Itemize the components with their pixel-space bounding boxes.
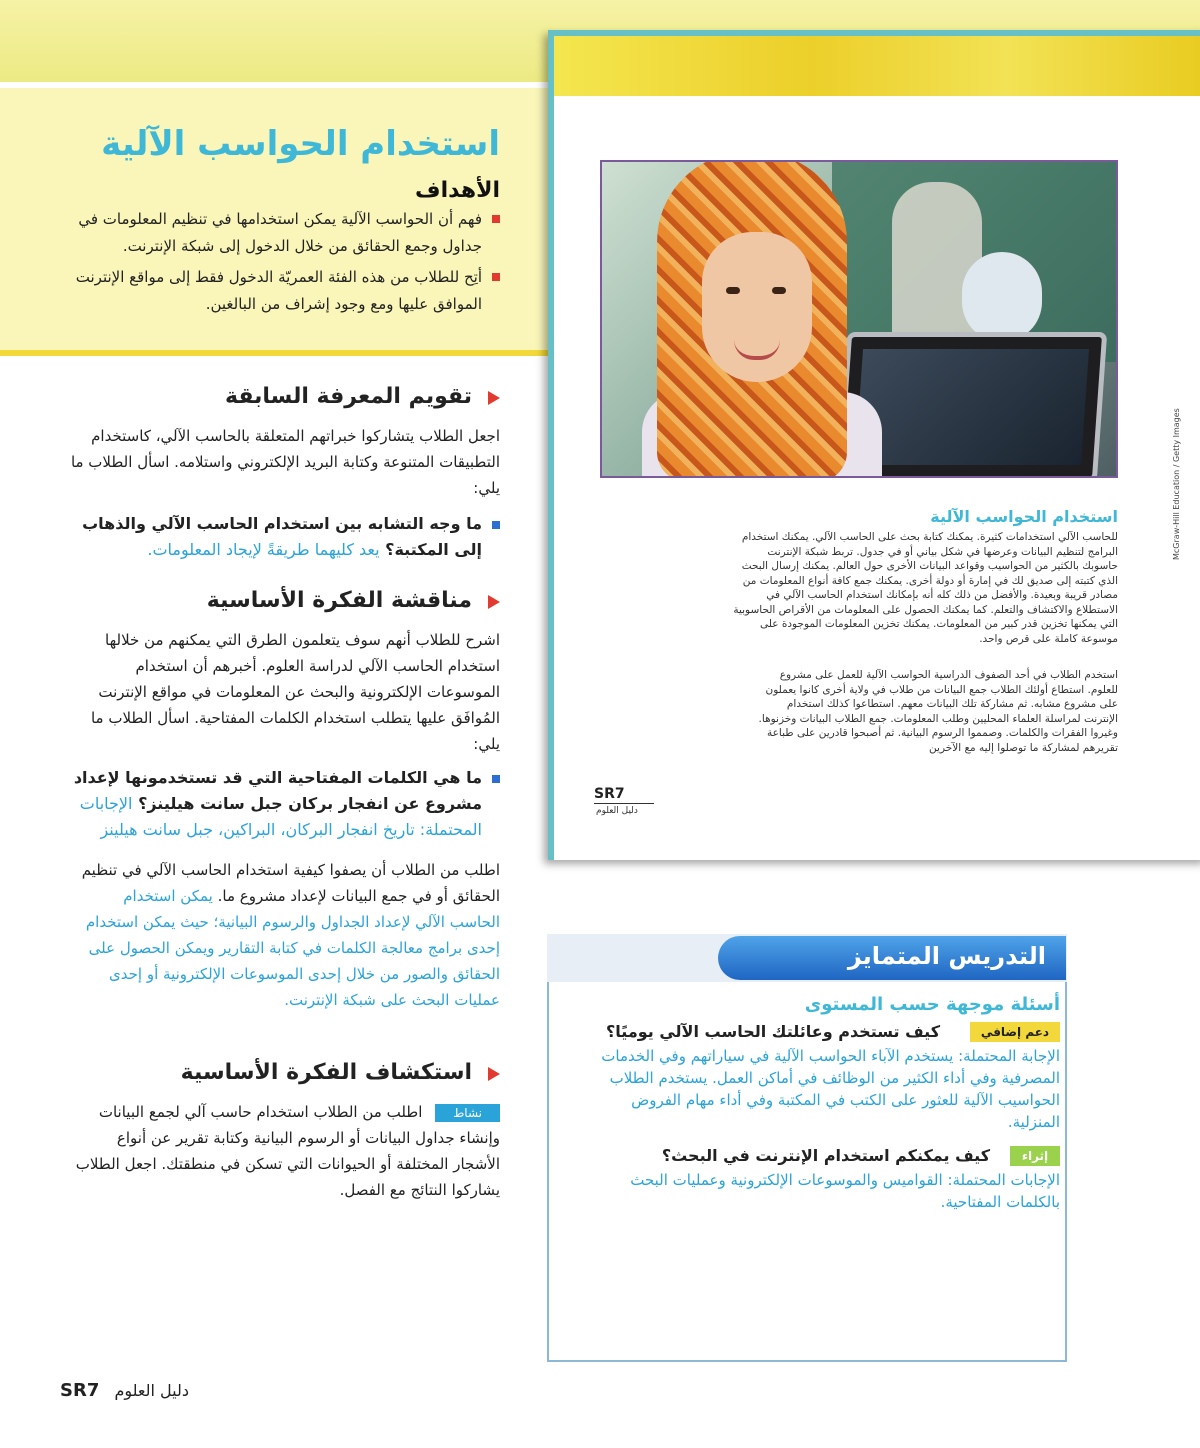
section-heading: تقويم المعرفة السابقة <box>70 384 500 409</box>
level-badge: إثراء <box>1010 1146 1060 1166</box>
differentiated-header: التدريس المتمايز <box>718 936 1066 980</box>
inset-caption-body: استخدم الطلاب في أحد الصفوف الدراسية الحواسب الآلية للعمل على مشروع للعلوم. استطاع أولئك الطلاب جمع البيانات من طلاب في ولاية أخرى كانوا يعملون على مشروع مشابه. ثم مشاركة تلك البيانات معهم. استطاعوا كذلك استخدام الإنترنت لمراسلة العلماء المحليين وطلب المعلومات. جمع الطلاب البيانات وخزنوها. وغيروا الفقرات والكلمات. وصمموا الرسوم البيانية. ثم أصبحوا قادرين على طباعة تقريرهم لمشاركة ما توصلوا إليه مع الآخرين <box>758 669 1118 754</box>
laptop-screen <box>855 349 1089 465</box>
photo-credit: McGraw-Hill Education / Getty Images <box>1172 408 1181 560</box>
prior-knowledge-section <box>70 384 500 563</box>
objectives-box <box>0 88 548 356</box>
inset-banner <box>554 36 1200 96</box>
answer-text: الإجابات المحتملة: تاريخ انفجار البركان، البراكين، جبل سانت هيلينز <box>79 794 482 839</box>
discussion-question: ما هي الكلمات المفتاحية التي قد تستخدمونها لإعداد مشروع عن انفجار بركان جبل سانت هيلينز؟ الإجابات المحتملة: تاريخ انفجار البركان، البراكين، جبل سانت هيلينز <box>70 765 500 843</box>
level-item <box>590 1022 1060 1133</box>
leveled-questions-title: أسئلة موجهة حسب المستوى <box>804 994 1060 1015</box>
level-answer: الإجابات المحتملة: القواميس والموسوعات الإلكترونية وعمليات البحث بالكلمات المفتاحية. <box>630 1171 1060 1211</box>
inset-caption-title: استخدام الحواسب الآلية <box>930 507 1118 526</box>
section-heading: استكشاف الفكرة الأساسية <box>70 1060 500 1085</box>
arrow-right-icon <box>488 1067 500 1081</box>
explore-section <box>70 1060 500 1203</box>
inset-page-number: SR7 <box>594 786 625 802</box>
objective-item: فهم أن الحواسب الآلية يمكن استخدامها في تنظيم المعلومات في جداول وجمع الحقائق من خلال الدخول إلى شبكة الإنترنت. <box>70 206 500 260</box>
page-footer <box>60 1380 189 1401</box>
level-item <box>590 1146 1060 1213</box>
discussion-section <box>70 588 500 1013</box>
arrow-right-icon <box>488 391 500 405</box>
level-question: دعم إضافي كيف تستخدم وعائلتك الحاسب الآلي يوميًا؟ <box>590 1022 1060 1041</box>
level-question: إثراء كيف يمكنكم استخدام الإنترنت في البحث؟ <box>590 1146 1060 1165</box>
arrow-right-icon <box>488 595 500 609</box>
objective-item: أتِح للطلاب من هذه الفئة العمريّة الدخول فقط إلى مواقع الإنترنت الموافق عليها ومع وجود إشراف من البالغين. <box>70 264 500 318</box>
level-badge: دعم إضافي <box>970 1022 1060 1042</box>
divider <box>594 803 654 804</box>
square-bullet-icon <box>492 521 500 529</box>
square-bullet-icon <box>492 215 500 223</box>
section-heading: مناقشة الفكرة الأساسية <box>70 588 500 613</box>
footer-label: دليل العلوم <box>114 1381 189 1400</box>
square-bullet-icon <box>492 775 500 783</box>
activity-badge: نشاط <box>435 1104 500 1122</box>
objectives-list <box>70 206 500 322</box>
answer-text: يعد كليهما طريقةً لإيجاد المعلومات. <box>147 540 380 559</box>
page-number: SR7 <box>60 1380 100 1401</box>
inset-page-label: دليل العلوم <box>596 806 638 816</box>
section-text: نشاط اطلب من الطلاب استخدام حاسب آلي لجمع البيانات وإنشاء جداول البيانات أو الرسوم البيانية وكتابة تقرير عن أنواع الأشجار المختلفة أو الحيوانات التي تسكن في منطقتك. اجعل الطلاب يشاركوا النتائج مع الفصل. <box>75 1103 500 1199</box>
section-text: اطلب من الطلاب أن يصفوا كيفية استخدام الحاسب الآلي في تنظيم الحقائق أو في جمع البيانات لإعداد مشروع ما. يمكن استخدام الحاسب الآلي لإعداد الجداول والرسوم البيانية؛ حيث يمكن استخدام إحدى برامج معالجة الكلمات في كتابة التقارير ويمكن الحصول على الحقائق والصور من خلال إحدى الموسوعات الإلكترونية أو إحدى عمليات البحث على شبكة الإنترنت. <box>81 861 500 1009</box>
inset-caption-body: للحاسب الآلي استخدامات كثيرة. يمكنك كتابة بحث على الحاسب الآلي. يمكنك استخدام البرامج لتنظيم البيانات وعرضها في شكل بياني أو في جدول. تربط شبكة الإنترنت حاسوبك بالكثير من الحواسيب وقواعد البيانات الأخرى حول العالم. يمكنك إرسال البحث الذي كتبته إلى صديق لك في إمارة أو دولة أخرى. يمكنك جمع كافة أنواع المعلومات من مصادر قريبة وبعيدة. والأفضل من ذلك كله أنه بإمكانك استخدام الحاسب الآلي في الاستطلاع والاكتشاف والتعلم. كما يمكنك الحصول على المعلومات من الأقراص الحاسوبية التي يمكنها تخزين قدر كبير من المعلومات. يمكنك تخزين المعلومات الموجودة على موسوعة كاملة على قرص واحد. <box>733 531 1118 645</box>
section-text: اشرح للطلاب أنهم سوف يتعلمون الطرق التي يمكنهم من خلالها استخدام الحاسب الآلي لدراسة العلوم. أخبرهم أن استخدام الموسوعات الإلكترونية والبحث عن المعلومات في مواقع الإنترنت المُوافَق عليها يتطلب استخدام الكلمات المفتاحية. اسأل الطلاب ما يلي: <box>90 631 500 753</box>
section-text: اجعل الطلاب يتشاركوا خبراتهم المتعلقة بالحاسب الآلي، كاستخدام التطبيقات المتنوعة وكتابة البريد الإلكتروني واستلامه. اسأل الطلاب ما يلي: <box>70 427 500 497</box>
students-computer-photo <box>600 160 1118 478</box>
page-title: استخدام الحواسب الآلية <box>101 124 500 164</box>
answer-text: يمكن استخدام الحاسب الآلي لإعداد الجداول والرسوم البيانية؛ حيث يمكن استخدام إحدى برامج معالجة الكلمات في كتابة التقارير ويمكن الحصول على الحقائق والصور من خلال إحدى الموسوعات الإلكترونية أو إحدى عمليات البحث على شبكة الإنترنت. <box>85 887 500 1009</box>
smile-shape <box>734 340 780 360</box>
discussion-question: ما وجه التشابه بين استخدام الحاسب الآلي والذهاب إلى المكتبة؟ يعد كليهما طريقةً لإيجاد المعلومات. <box>70 511 500 563</box>
eye-shape <box>772 287 786 294</box>
face-shape <box>702 232 812 382</box>
level-answer: الإجابة المحتملة: يستخدم الآباء الحواسب الآلية في سياراتهم وفي الخدمات المصرفية وفي أداء الكثير من الوظائف في أماكن العمل. يستخدم الطلاب الحواسيب الآلية للعثور على الكتب في المكتبة وفي أداء مهام الفروض المنزلية. <box>601 1047 1060 1131</box>
eye-shape <box>726 287 740 294</box>
square-bullet-icon <box>492 273 500 281</box>
objectives-heading: الأهداف <box>415 178 500 203</box>
background-student-shape <box>962 252 1042 342</box>
